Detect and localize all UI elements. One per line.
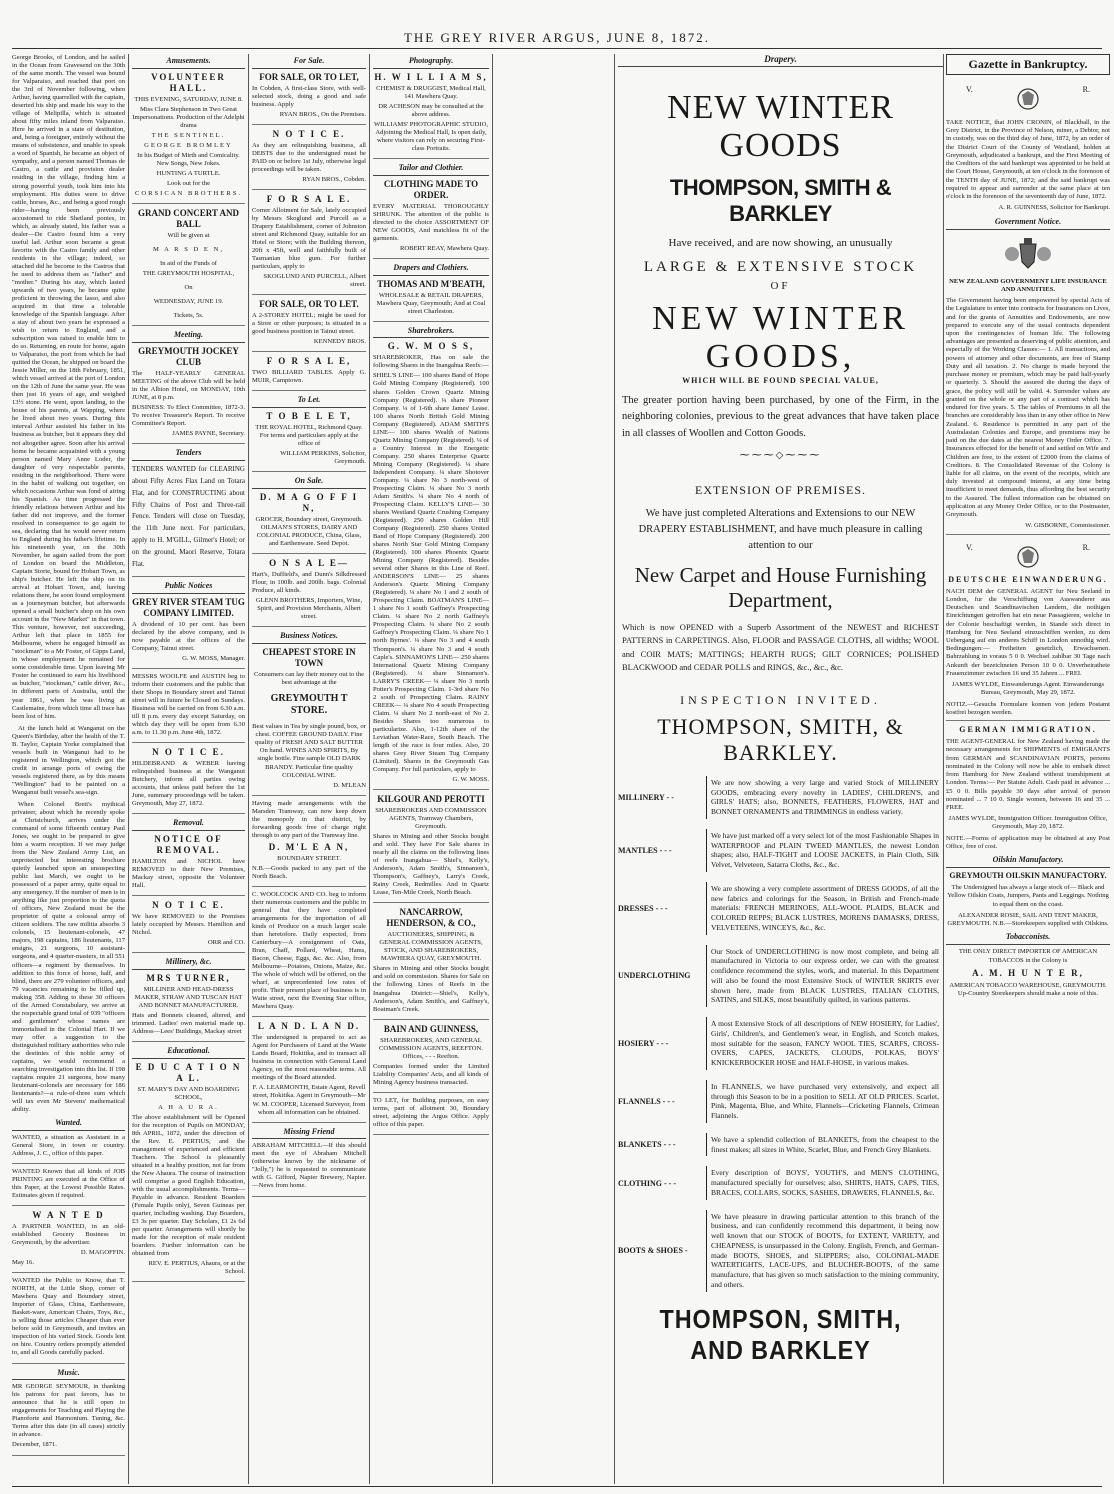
section-heading: For Sale.: [252, 56, 366, 69]
department-row: [618, 882, 943, 935]
advertisement: NOTICE OF REMOVAL. HAMILTON and NICHOL have REMOVED to their New Premises, Mackay street, opposite the Volunteer Hall.: [132, 834, 245, 896]
department-text: In FLANNELS, we have purchased very extensively, and expect all through this Season to be in a position to SELL AT OLD PRICES. Scarlet, Pink, Magenta, Blue, and White, Flannels—Cricketing Flannels, Crimean Flannels.: [706, 1080, 943, 1123]
advertisement: F O R S A L E, TWO BILLIARD TABLES. Apply G. MUIR, Camptown.: [252, 356, 366, 391]
advertisement: MR GEORGE SEYMOUR, in thanking his patrons for past favors, has to announce that he is still open to engagements for Teaching and Playing the Pianoforte and Harmonium. Tuning, &c. Terms after this date (in all cases) strictly in advance. December, 1871.: [12, 1383, 125, 1455]
department-row: [618, 829, 943, 872]
crest-icon: [1008, 543, 1048, 571]
vr-crest: V. R.: [946, 75, 1110, 119]
section-heading: Tobacconists.: [946, 932, 1110, 945]
advertisement: T O B E L E T, THE ROYAL HOTEL, Richmond Quay. For terms and particulars apply at the office of WILLIAM PERKINS, Solicitor, Greymouth.: [252, 411, 366, 472]
department-row: [618, 776, 943, 819]
department-text: We have pleasure in drawing particular attention to this branch of the business, and can confidently recommend this department, it being now well known that our STOCK of BOOTS, for EXTENT, VARIETY, and CHEAPNESS, is unsurpassed in the Colony. English, French, and German-made BOOTS, SHOES, and SLIPPERS; also, COLONIAL-MADE WATERTIGHTS, LACE-UPS, and BLUCHER-BOOTS, of the same manufacture, that has given so much satisfaction to the mining community, and others.: [706, 1210, 943, 1292]
notice-text: The Undersigned has always a large stock of— Black and Yellow Oilskin Coats, Jumpers, Pants and Leggings. Nothing to equal them on the coast.: [947, 884, 1109, 908]
section-heading: To Let.: [252, 395, 366, 408]
notice-title: NEW ZEALAND GOVERNMENT LIFE INSURANCE AND ANNUITIES.: [949, 277, 1107, 293]
section-heading: Removal.: [132, 818, 245, 831]
article-text: When Colonel Brett's mythical privateer, about which he recently spoke at Christchurch, arrives under the command of some fifteenth century Paul Jones, we ought to be prepared to give him a warm reception. If we may judge from the New Zealand Army List, an unprotected but interesting brochure quietly launched upon an unsuspecting public last March, we ought to be possessed of a paper army, quite equal to any emergency. If the number of men is in anything like just proportion to the quota of officers, New Zealand must be the proprietor of quite a colossal army of citizen soldiers. The raw militia absorbs 3 colonels, 15 lieutenant-colonels, 47 majors, 198 captains, 186 lieutenants, 117 ensigns, 21 surgeons, 10 assistant-surgeons, and 4 quarter-masters, in all 551 officers—a regiment by themselves. In addition to this force of horse, half, and blind, there are 279 volunteer officers, and 79 vacancies remaining to be filled up, making 358. Adding to these 30 officers of the Armed Constabulary, we arrive at the respectable grand total of 939 "officers and gentlemen" whose names are immortalised in the Colonial Hart. If we may offer a suggestion to the distinguished military authorities who rule the destinies of this noble army of captains, we would recommend a searching investigation into this list. If 198 captains require 21 surgeons, how many lieutenant-colonels are necessary for 186 lieutenants?—a rule-of-three sum which will tax even Mr Stevens' mathematical ability.: [12, 800, 125, 1114]
paragraph: The greater portion having been purchased, by one of the Firm, in the neighboring colonies, previous to the great advances that have taken place in all classes of Woollen and Cotton Goods.: [622, 395, 939, 439]
section-heading: Missing Friend: [252, 1127, 366, 1140]
subheadline: LARGE & EXTENSIVE STOCK: [643, 259, 918, 275]
advertisement: BAIN AND GUINNESS, SHAREBROKERS, AND GENERAL COMMISSION AGENTS, REEFTON. Offices, - - - Reefton. Companies formed under the Limited Liability Companies' Acts, and all kinds of Mining Agency business transacted.: [373, 1024, 489, 1093]
extension-heading: EXTENSION OF PREMISES.: [694, 482, 866, 497]
column-divider: [614, 54, 615, 1484]
department-text: We have just marked off a very select lot of the most Fashionable Shapes in WATERPROOF and PLAIN TWEED MANTLES, the newest London shapes; also, HALF-TIGHT and LOOSE JACKETS, in Plain Cloth, Silk Velvet, Velveteen, Satarra Cloths, &c., &c.: [706, 829, 943, 872]
section-heading: Drapery.: [618, 54, 943, 67]
advertisement: MRS TURNER, MILLINER AND HEAD-DRESS MAKER, STRAW AND TUSCAN HAT AND BONNET MANUFACTURER. Hats and Bonnets cleaned, altered, and trimmed. Ladies' own material made up. Address—Lees' Buildings, Mackay street: [132, 973, 245, 1042]
paragraph: Which is now OPENED with a Superb Assortment of the NEWEST and RICHEST PATTERNS in CARPETINGS. Also, FLOOR and PASSAGE CLOTHS, all widths; WOOL and COIR MATS; MATTINGS; HEARTH RUGS; GILT CORNICES; POLISHED BLACKWOOD and CEDAR POLLS and RINGS, &c., &c., &c.: [622, 621, 939, 673]
notice-text: NOTIZ.—Gesuchs Formulare konnen von jedem Postamt kostfrei bezogen werden.: [946, 701, 1110, 721]
advertisement: L A N D. L A N D. The undersigned is prepared to act as Agent for Purchasers of Land at the Waste Lands Board, Hokitika, and to transact all business in connection with General Land Agency, on the most reasonable terms. All meetings of the Board attended. F. A. LEARMONTH, Estate Agent, Revell street, Hokitika. Agent in Greymouth—Mr W. M. COOPER, Licensed Surveyor, from whom all information can be obtained.: [252, 1021, 366, 1122]
department-text: We are now showing a very large and varied Stock of MILLINERY GOODS, embracing every novelty in LADIES', CHILDREN'S, and GIRLS' HATS; also, BONNETS, FEATHERS, FLOWERS, HAT and BONNET ORNAMENTS and TRIMMINGS in endless variety.: [706, 776, 943, 819]
advertisement: N O T I C E. We have REMOVED to the Premises lately occupied by Messrs. Hamilton and Nichol. ORR and CO.: [132, 900, 245, 953]
section-heading: On Sale.: [252, 476, 366, 489]
notice-title: A. M. H U N T E R,: [972, 967, 1084, 978]
column-divider: [369, 54, 370, 1484]
department-label: MANTLES - - -: [618, 845, 672, 855]
department-text: A most Extensive Stock of all descriptions of NEW HOSIERY, for Ladies', Girls', Children's, and Gentlemen's wear, in English, and Scotch makes, most suitable for the season, FANCY WOOL TIES, SCARFS, CROSS-OVERS, CAPES, JACKETS, CLOUDS, POLKAS, BOYS' KNICKERBOCKER HOSE and HALF-HOSE, in various makes.: [706, 1017, 943, 1070]
paragraph: We have just completed Alterations and Extensions to our NEW DRAPERY ESTABLISHMENT, and have much pleasure in calling attention to our: [638, 507, 923, 552]
department-row: [618, 1017, 943, 1070]
section-heading: Drapers and Clothiers.: [373, 263, 489, 276]
department-label: UNDERCLOTHING: [618, 971, 691, 981]
notice-text: AMERICAN TOBACCO WAREHOUSE, GREYMOUTH. Up-Country Storekeepers should make a note of this.: [949, 982, 1107, 998]
column-divider: [492, 54, 493, 1484]
section-heading: Tenders: [132, 448, 245, 461]
section-heading: Meeting.: [132, 330, 245, 343]
section-heading: Government Notice.: [946, 217, 1110, 230]
firm-footer: THOMPSON, SMITH, AND BARKLEY: [659, 1303, 902, 1365]
department-label: BLANKETS - - -: [618, 1140, 676, 1150]
advertisement: NANCARROW, HENDERSON, & CO., AUCTIONEERS, SHIPPING, & GENERAL COMMISSION AGENTS, STOCK, AND SHAREBROKERS, MAWHERA QUAY, GREYMOUTH. Shares in Mining and other Stocks bought and sold on commission. Shares for Sale on the following Lines of Reefs in the Inangahua District:—Shiel's, Kelly's, Anderson's, Adam Smith's, and Gaffney's, Boatman's Creek.: [373, 907, 489, 1019]
department-text: We are showing a very complete assortment of DRESS GOODS, of all the new fabrics and colorings for the Season, in British and French-made materials: FRENCH MERINOES, ALL-WOOL PLAIDS, BLACK and COLORED REPPS; BLACK LUSTRES, MORENS DAMASKS, DRESS, VELVETEENS, WINCEYS, &c., &c.: [706, 882, 943, 935]
advertisement: MESSRS WOOLFE and AUSTIN beg to inform their customers and the public that their Shops in Boundary street and Tainui street will in future be Closed on Sundays. Business will be carried on from 6.30 a.m. till 8 p.m. every day except Saturday, on which day they will be open from 6.30 a.m. to 11.30 p.m. June 4th, 1872.: [132, 673, 245, 743]
column-divider: [248, 54, 249, 1484]
department-row: [618, 1080, 943, 1123]
special-value-text: WHICH WILL BE FOUND SPECIAL VALUE,: [682, 376, 879, 385]
department-row: [618, 1166, 943, 1199]
advertisement: VOLUNTEER HALL. THIS EVENING, SATURDAY, JUNE 8. Miss Clara Stephenson in Two Great Impersonations. Production of the Adelphi drama THE SENTINEL. GEORGE BROMLEY In his Budget of Mirth and Comicality. New Songs, New Jokes. HUNTING A TURTLE. Look out for the CORSICAN BROTHERS.: [132, 72, 245, 204]
advertisement: Having made arrangements with the Marsden Tramway, can now keep down the monopoly in that district, by forwarding goods free of charge right through to any part of the Tramway line. D. M'L E A N, BOUNDARY STREET. N.B.—Goods packed to any part of the North Beach.: [252, 800, 366, 887]
department-label: CLOTHING - - -: [618, 1178, 676, 1188]
advertisement: O N S A L E— Hart's, Duffield's, and Dunn's Silkdressed Flour, in 100lb. and 200lb. bags. Colonial Produce, all kinds. GLENN BROTHERS, Importers, Wine, Spirit, and Provision Merchants, Albert street.: [252, 558, 366, 627]
carpet-heading: New Carpet and House Furnishing Department,: [634, 562, 927, 612]
notice-text: THE AGENT-GENERAL for New Zealand having made the necessary arrangements for SHIPMENTS of EMIGRANTS from GERMAN and SCANDINAVIAN PORTS, persons nominated in the Colony will now be able to embark direct from Hamburg for New Zealand without transhipment at London. Terms:— Per Statute Adult. Cash paid in advance ... £5 0 0. Bills payable 30 days after arrival of person nominated ... 7 10 0. Single women, between 16 and 35 ... FREE.: [946, 738, 1110, 811]
inspection-invited: INSPECTION INVITED.: [680, 692, 881, 707]
advertisement: N O T I C E. HILDEBRAND & WEBER having relinquished business at the Wanganui Butchery, inform all parties owing accounts, that unless paid before the 1st June, summary proceedings will be taken. Greymouth, May 27, 1872.: [132, 747, 245, 814]
advertisement: E D U C A T I O N A L. ST. MARY'S DAY AND BOARDING SCHOOL, A H A U R A. The above establishment will be Opened for the reception of Pupils on MONDAY, 8th APRIL, 1872, under the direction of the Rev. E. PERTIUS, and the management of experienced and efficient Teachers. The School is pleasantly situated in a healthy position, not far from the New Ahaura. The course of instruction will comprise a good English Education, with the usual accomplishments. Terms—Payable in advance. Resident Boarders (Female Pupils only), Seven Guineas per quarter, including washing. Day Boarders, £3 3s per quarter. Day Scholars, £1 2s 6d per quarter. Arrangements will shortly be made for the reception of male resident boarders. Further information can be obtained from REV. E. PERTIUS, Ahaura, or at the School.: [132, 1062, 245, 1283]
section-heading: Amusements.: [132, 56, 245, 69]
subheadline-of: OF: [770, 280, 791, 292]
advertisement: GREYMOUTH JOCKEY CLUB The HALF-YEARLY GENERAL MEETING of the above Club will be held in the Albion Hotel, on MONDAY, 10th JUNE, at 8 p.m. BUSINESS: To Elect Committee, 1872-3. To receive Treasurer's Report. To receive Committee's Report. JAMES PAYNE, Secretary.: [132, 346, 245, 444]
advertisement: F O R S A L E. Corner Allotment for Sale, lately occupied by Messrs Skoglund and Purcell as a Drapery Establishment, corner of Johnston street and Richmond Quay, suitable for an Hotel or Store; with the Building thereon, 20ft x 45ft, well and faithfully built of Tasmanian blue gum. For further particulars, apply to SKOGLUND AND PURCELL, Albert street.: [252, 194, 366, 295]
advertisement: FOR SALE, OR TO LET, In Cobden, A first-class Store, with well-selected stock, doing a good and safe business. Apply RYAN BROS., On the Premises.: [252, 72, 366, 125]
advertisement: WANTED, a situation as Assistant in a General Store, in town or country. Address, J. C., office of this paper.: [12, 1134, 125, 1164]
department-row: [618, 1133, 943, 1157]
notice-text: THE ONLY DIRECT IMPORTER OF AMERICAN TOBACCOS in the Colony is: [958, 948, 1098, 964]
coat-of-arms-icon: [998, 236, 1058, 272]
department-text: Our Stock of UNDERCLOTHING is now most complete, and being all manufactured in Victoria to our express order, we can with the greatest confidence recommend the styles, work, and material. In this Department will also be found the most Extensive Stock of WINTER SKIRTS ever shown here, made from BLACK LUSTRES, ITALIAN CLOTHS, SATINS, and SILKS, most beautifully quilted, in various patterns.: [706, 945, 943, 1008]
department-label: HOSIERY - - -: [618, 1039, 669, 1049]
crest-icon: [1008, 85, 1048, 113]
department-label: BOOTS & SHOES -: [618, 1246, 688, 1256]
notice-title: GREYMOUTH OILSKIN MANUFACTORY.: [949, 871, 1107, 881]
column-ads-4: [373, 54, 489, 1484]
department-list: [618, 776, 943, 1292]
department-label: DRESSES - - -: [618, 903, 668, 913]
section-heading: Educational.: [132, 1046, 245, 1059]
column-ads-2: [132, 54, 245, 1484]
column-news: [12, 54, 125, 1484]
notice-title: GERMAN IMMIGRATION.: [959, 725, 1097, 735]
headline: NEW WINTER GOODS,: [652, 300, 909, 375]
advertisement: CLOTHING MADE TO ORDER. EVERY MATERIAL THOROUGHLY SHRUNK. The attention of the public is directed to the choice ASSORTMENT OF NEW GOODS, And matchless fit of the garments. ROBERT REAY, Mawhera Quay.: [373, 179, 489, 259]
advertisement: C. WOOLCOCK AND CO. beg to inform their numerous customers and the public in general that they have completed arrangements for the importation of all kinds of Produce on a much larger scale than heretofore. Daily expected, from Canterbury—A consignment of Oats, Bran, Chaff, Pollard, Wheat, Hams, Bacon, Cheese, Eggs, &c. &c. Also, from Melbourne—Potatoes, Onions, Maize, &c. The whole of which will be offered, on the wharf, at unprecedented low rates of profit. Their present place of business is in Waite street, next the Evening Star office, Mawhera Quay.: [252, 891, 366, 1017]
advertisement: FOR SALE, OR TO LET. A 2-STOREY HOTEL; might be used for a Store or other purposes; is situated in a good business position in Tainui street. KENNEDY BROS.: [252, 299, 366, 352]
advertisement: D. M A G O F F I N, GROCER, Boundary street, Greymouth. OILMAN'S STORES, DAIRY AND COLONIAL PRODUCE, China, Glass, and Earthenware. Seed Depot.: [252, 492, 366, 554]
notice-text: NACH DEM der GENERAL AGENT fur Neu Seeland in London, fur die Verschiffung von Auswanderer aus Deutschen und Scandinavischen Landern, die nothigen Einrichtungen getroffen hat ein neue Passagieren, welche in der Colonie beschaftigt werden, in Stande sich direct in Hamburg fur Neu Seeland einzuschiffen werden, zu dem Uebergang auf ein anderes Schiff in London unnothig wird. Bedingungen:— Freiheiten gesetzlich, Erwachsenen. Bahrzahlung in voraus 5 0 0. Wechsel zahlbar 30 Tage nach Ankunft der bezeichneten Person 10 0 0. Unverheirathete Frauenzimmer zwischen 16 und 35 Jahren ... FREI.: [946, 587, 1110, 677]
advertisement: THOMAS AND M'BEATH, WHOLESALE & RETAIL DRAPERS, Mawhera Quay, Greymouth; And at Coal street Charleston.: [373, 279, 489, 322]
ornament-divider: ⁓⁓⁓◇⁓⁓⁓: [739, 449, 822, 461]
page-bottom-rule: [12, 1486, 1102, 1487]
masthead: THE GREY RIVER ARGUS, JUNE 8, 1872.: [403, 30, 711, 45]
advertisement: WANTED Known that all kinds of JOB PRINTING are executed at the Office of this Paper, at the Lowest Possible Rates. Estimates given if required.: [12, 1168, 125, 1206]
section-heading: Public Notices: [132, 581, 245, 594]
section-heading: Wanted.: [12, 1118, 125, 1131]
column-gazette: [946, 54, 1110, 1484]
department-label: FLANNELS - - -: [618, 1096, 675, 1106]
drapery-advertisement: [618, 54, 943, 1484]
column-divider: [943, 54, 944, 1484]
advertisement: N O T I C E. As they are relinquishing business, all DEBTS due to the undersigned must be PAID on or before 1st July, otherwise legal proceedings will be taken. RYAN BROS., Cobden.: [252, 129, 366, 190]
column-divider: [128, 54, 129, 1484]
intro-text: Have received, and are now showing, an unusually: [668, 237, 893, 249]
department-row: [618, 1210, 943, 1292]
notice-title: DEUTSCHE EINWANDERUNG.: [948, 574, 1108, 584]
vr-crest: V. R.: [946, 539, 1110, 575]
column-ads-3: [252, 54, 366, 1484]
department-text: We have a splendid collection of BLANKETS, from the cheapest to the finest makes; all sizes in White, Scarlet, Blue, and French Grey Blankets.: [706, 1133, 943, 1157]
section-heading: Business Notices.: [252, 631, 366, 644]
masthead-rule: [12, 48, 1102, 49]
firm-name-serif: THOMPSON, SMITH, & BARKLEY.: [657, 713, 904, 765]
section-heading: Tailor and Clothier.: [373, 163, 489, 176]
advertisement: TO LET, for Building purposes, on easy terms, part of allotment 30, Boundary street, adjoining the Argus Office. Apply office of this paper.: [373, 1097, 489, 1135]
section-heading: Sharebrokers.: [373, 326, 489, 339]
notice-text: TAKE NOTICE, that JOHN CRONIN, of Blackball, in the Grey District, in the Province of Nelson, miner, a Debtor, not in custody, was on the third day of June, 1872, by an order of the District Court of the County of Westland, holden at Greymouth, adjudicated a bankrupt, and the First Meeting of the Creditors of the said bankrupt was appointed to be held at the Court House, Greymouth, at ten o'clock in the forenoon of the TENTH day of JUNE, 1872; and the said bankrupt was required to appear and surrender at the same place at ten o'clock in the forenoon of the seventeenth day of June, 1872.: [946, 119, 1110, 201]
section-heading: Gazette in Bankruptcy.: [946, 54, 1110, 75]
section-heading: Photography.: [373, 56, 489, 69]
notice-text: The Government having been empowered by special Acts of the Legislature to enter into contracts for Insurances on Lives, and for the grants of Annuities and Endowments, are now prepared to execute any of the usual contracts dependent upon the contingencies of human life. The following advantages are presented as deserving of public attention, and especially of the Working Classes:— 1. All transactions, and powers of attorney and other documents, are free of Stamp Duty and all taxation. 2. No charge is made beyond the purchase money or premium, which may be paid half-yearly or quarterly. 3. Should the assured die during the days of grace, the policy will still be valid. 4. Surrender values are granted on the whole or any part of a contract which has endured for five years. 5. The tables of Premiums in all the branches are considerably less than in any other office in New Zealand. 6. Residence is permitted in any part of the Australasian Colonies and Europe, and premiums may be paid on the due dates at the nearest Money Order Office. 7. Insurances effected for the benefit of and settled on Wife and Children are free, to the extent of £2000 from the claims of Creditors. 8. The Consolidated Revenue of the Colony is liable for all claims, on the event of the receipts, which are duly invested at compound interest, at any time being insufficient to meet demands, thus affording the best security to the Assured. The fullest information can be obtained on application at any Money Order Office, or to the Postmaster, Greymouth.: [946, 297, 1110, 519]
advertisement: KILGOUR AND PEROTTI SHAREBROKERS AND COMMISSION AGENTS, Tramway Chambers, Greymouth. Shares in Mining and other Stocks bought and sold. They have For Sale shares in nearly all the claims on the following lines of reefs Inangahua— Shiel's, Kelly's, Anderson's, Adam Smith's, Sinnamon's, Thompson's, Gaffney's, Larry's Creek, Rainy Creek, Redmilles. And in Quartz Lease, Ten-Mile Creek, North Beach.: [373, 794, 489, 903]
department-label: MILLINERY - -: [618, 792, 674, 802]
headline: NEW WINTER GOODS: [667, 89, 894, 164]
advertisement: G. W. M O S S, SHAREBROKER, Has on sale the following Shares in the Inangahua Reefs:— SHIEL'S LINE— 100 shares Band of Hope Gold Mining Company (Registered). 100 shares Golden Crown Quartz Mining Company (Registered). ¼ share Pioneer Company. ¼ of 1-6th share James' Lease. 100 shares North British Gold Mining Company (Registered). ADAM SMITH'S LINE— 100 shares Wealth of Nations Quartz Mining Company (Registered). ¼ of a Country Interest in the Energetic Company. 250 shares Enterprise Quartz Mining Company (Registered). ¼ share Independent Company. ¼ share Shotover Company. ¼ share No 3 north-west of Prospecting Claim. ¼ share No 3 north Adam Smith's. ¼ share No 4 north of Prospecting Claim. KELLY'S LINE— 30 shares Westland Quartz Crushing Company (Registered). 250 shares Golden Hill Company (Registered). 250 shares United Band of Hope Company (Registered). 200 shares North Star Gold Mining Company (Registered). 100 shares Phoenix Quartz Mining Company (Registered). Besides several other Shares in this Line of Reef. ANDERSON'S LINE— 25 shares Anderson's Quartz Mining Company (Registered). ¼ share No 1 and 2 south of Prospecting Claim. BOATMAN'S LINE— 1 share No 1 south Gaffney's Prospecting Claim. ¼ share No 2 north Gaffney's Prospecting Claim. ¼ share No 2 south Gaffney's Prospecting Claim. ¼ share No 1 north Byrnes'. ¼ share No 3 and 4 south Thompson's. ¼ share No 3 and 4 south Caple's. SINNAMON'S LINE— 250 shares International Quartz Mining Company (Registered). ¼ share Sinnamon's. LARRY'S CREEK— ¼ share No 3 north Potter's Prospecting Claim. 1-3rd share No 2 south of Prospecting Claim. RAINY CREEK— ¼ share No 4 south Prospecting Claim. ¼ share No 2 north-east of No 2. Besides Shares too numerous to particularize. Also, 1-12th share of the Leviathan Water-Race, South Beach. The length of the race is four miles. Also, 20 shares Grey River Steam Tug Company (Limited). Shares in the Greymouth Gas Company. For full particulars, apply to G. W. MOSS.: [373, 341, 489, 790]
signature: ALEXANDER ROSIE, SAIL AND TENT MAKER, GREYMOUTH. N.B.—Storekeepers supplied with Oilskins.: [947, 911, 1109, 928]
section-heading: Oilskin Manufactory.: [946, 855, 1110, 868]
advertisement: ABRAHAM MITCHELL—If this should meet the eye of Abraham Mitchell (otherwise known by the nickname of "Jolly,") he is requested to communicate with G. Gifford, Napier Brewery, Napier.—News from home.: [252, 1142, 366, 1196]
advertisement: GREY RIVER STEAM TUG COMPANY LIMITED. A dividend of 10 per cent. has been declared by the above company, and is now payable at the offices of the Company, Tainui street. G. W. MOSS, Manager.: [132, 597, 245, 669]
department-text: Every description of BOYS', YOUTH'S, and MEN'S CLOTHING, manufactured specially for ourselves; also, SHIRTS, HATS, CAPS, TIES, BRACES, COLLARS, SOCKS, SASHES, DRAWERS, FLANNELS, &c.: [706, 1166, 943, 1199]
advertisement: TENDERS WANTED for CLEARING about Fifty Acres Flax Land on Totara Flat, and for CONSTRUCTING about Fifty Chains of Post and Three-rail Fence. Tenders will close on Tuesday, the 11th June next. For particulars, apply to H. M'GILL, Gilmer's Hotel; or on the ground, Maori Reserve, Totara Flat.: [132, 464, 245, 577]
advertisement: H. W I L L I A M S, CHEMIST & DRUGGIST, Medical Hall, 141 Mawhera Quay. DR ACHESON may be consulted at the above address. WILLIAMS' PHOTOGRAPHIC STUDIO, Adjoining the Medical Hall, Is open daily, where visitors can rely on securing First-class Portraits.: [373, 72, 489, 159]
firm-name: THOMPSON, SMITH & BARKLEY: [669, 175, 892, 226]
section-heading: Millinery, &c.: [132, 957, 245, 970]
department-row: [618, 945, 943, 1008]
signature: W. GISBORNE, Commissioner.: [946, 522, 1110, 534]
section-heading: Music.: [12, 1368, 125, 1381]
article-text: George Brooks, of London, and he sailed in the Ocean from Gravesend on the 30th of the same month. The vessel was bound for Valparaiso, and reached that port on the 3rd of November following, when Arthur, having quarrelled with the captain, deserted his ship and made his way to the village of Melipilla, which is situated about fifty miles inland from Valparaiso. Here he arrived in a state of destitution, and, being a foreigner, entirely without the means of subsistence, and unable to speak a word of Spanish, he became an object of sympathy, and a person named Thomas de Castro, a cattle and provision dealer residing in the village, finding him a strong powerful youth, took him into his employment. His duties were to drive cattle, horses, &c., and being a good rough rider—having been previously accustomed to ride Shetland ponies, in which, as already stated, his father was a dealer—De Castro found him a very useful lad. Arthur soon became a great favorite with the Castro family and other residents in the village; indeed, so attached did he become to the Castros that he used to address them as "father" and "mother." During his stay, which lasted upwards of two years, he became quite proficient in throwing the lasso, and also acquired in that time a tolerable knowledge of the Spanish language. After a stay of about two years he expressed a wish to return to England, and a subscription was raised to enable him to do so. Returning, en route for home, again to Valparaiso, the port from which he had quitted the Ocean, he shipped on board the Jessie Miller, on the 18th February, 1851, which vessel arrived at the port of London on the 12th of June the same year. He was then just 16 years of age, and weighed 13½ stone. He went, upon landing, to the house of his parents, at Wapping, where he lived about two years. During this interval Arthur assisted his father in his business as butcher, but it appears they did not altogether agree. Soon after his arrival home he became acquainted with a young person named Mary Anne Loder, the daughter of very respectable parents, residing in the neighborhood. There were in the habit of walking out together, on which occasions Arthur was fond of airing his Spanish. As time progressed the friendly relations between Arthur and his father did not improve, and the former resolved in consequence to go again to sea, declaring that he would never return to England during his father's lifetime. In his nineteenth year, on the 30th November, he again sailed from the port of London on board the Middleton, Captain Storie, bound for Hobart Town, as ship's butcher. He left the ship on its arrival at Hobart Town, and, having relations there, he soon found employment as a journeyman butcher, but afterwards opened a small butcher's shop on his own account in the "New Market" in that town. This venture, however, not succeeding, Arthur left that place in 1855 for Melbourne, where he engaged himself as "stockman" to a Mr Foster, of Gipps Land, in whose employment he remained for some considerable time. Upon leaving Mr Foster he continued to earn his livelihood as butcher, "stockman," cattle driver, &c., in different parts of Australia, until the year 1861, when he was living at Castlemaine, from which time all trace has been lost of him.: [12, 54, 125, 720]
signature: JAMES WYLDE, Immigration Officer. Immigration Office, Greymouth, May 29, 1872.: [948, 815, 1108, 831]
advertisement: W A N T E D A PARTNER WANTED, in an old-established Grocery Business in Greymouth, by the advertiser. D. MAGOFFIN. May 16.: [12, 1210, 125, 1273]
signature: A. R. GUINNESS, Solicitor for Bankrupt.: [998, 204, 1110, 212]
advertisement: WANTED the Public to Know, that T. NORTH, at the Little Shop, corner of Mawhera Quay and Boundary street, Importer of Glass, China, Earthenware, Basket-ware, American Chairs, Toys, &c., is selling those articles Cheaper than ever before sold in Greymouth, and invites an inspection of his varied Stock. Goods lent on hire. Country orders promptly attended to, and all Goods carefully packed.: [12, 1277, 125, 1363]
notice-text: NOTE.—Forms of application may be obtained at any Post Office, free of cost.: [946, 834, 1110, 850]
article-text: At the lunch held at Wanganui on the Queen's Birthday, after the health of the T. B. Taylor, Captain Yorke complained that vessels built in Wanganui had to be registered in Wellington, which got the credit in arrange ports of owing the vessels registered there, as by this means "Wellington" had to be painted on a Wanganui built vessel's sea-sign.: [12, 724, 125, 796]
advertisement: CHEAPEST STORE IN TOWN Consumers can lay their money out to the best advantage at the GREYMOUTH T STORE. Best values in Tea by single pound, box, or chest. COFFEE GROUND DAILY. Fine quality of FRESH AND SALT BUTTER On hand. WINES AND SPIRITS, By single bottle. Fine sample OLD DARK BRANDY. Particular fine quality COLONIAL WINE. D. M'LEAN: [252, 647, 366, 796]
advertisement: GRAND CONCERT AND BALL Will be given at M A R S D E N, In aid of the Funds of THE GREYMOUTH HOSPITAL, On WEDNESDAY, JUNE 19. Tickets, 5s.: [132, 208, 245, 326]
signature: JAMES WYLDE, Einwanderungs Agent. Einwanderungs Bureau, Greymouth, May 29, 1872.: [951, 681, 1105, 697]
